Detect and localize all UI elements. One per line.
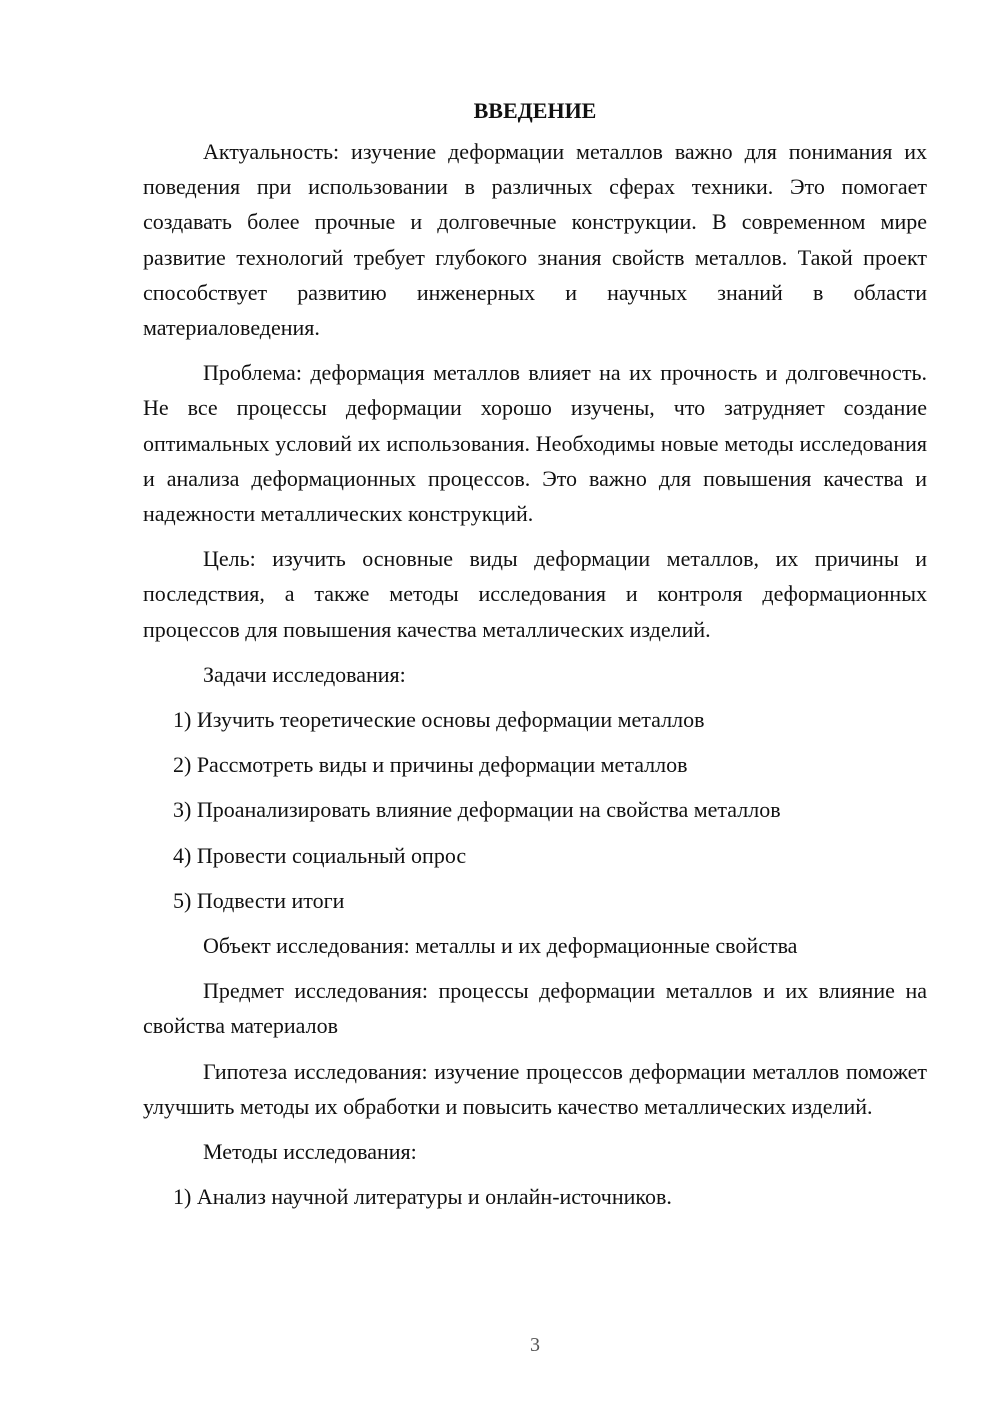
task-item: 4) Провести социальный опрос [173,842,467,868]
problem-paragraph: Проблема: деформация металлов влияет на их прочность и долговечность. Не все процессы деформации хорошо изучены, что затрудняет создание оптимальных условий их использования. Необходимы новые методы исследования и анализа деформационных процессов. Это важно для повышения качества и надежности металлических конструкций. [143,360,927,527]
document-page [143,96,927,1224]
task-item: 5) Подвести итоги [173,887,345,913]
task-item: 1) Изучить теоретические основы деформации металлов [173,707,705,733]
task-item: 2) Рассмотреть виды и причины деформации металлов [173,752,688,778]
methods-list [143,1179,927,1214]
subject-paragraph: Предмет исследования: процессы деформации металлов и их влияние на свойства материалов [143,978,927,1039]
relevance-paragraph: Актуальность: изучение деформации металлов важно для понимания их поведения при использовании в различных сферах техники. Это помогает создавать более прочные и долговечные конструкции. В современном мире развитие технологий требует глубокого знания свойств металлов. Такой проект способствует развитию инженерных и научных знаний в области материаловедения. [143,139,927,341]
methods-heading: Методы исследования: [203,1139,417,1165]
tasks-list [143,702,927,918]
method-item: 1) Анализ научной литературы и онлайн-источников. [173,1184,672,1210]
page-number: 3 [530,1334,540,1356]
section-title: ВВЕДЕНИЕ [473,98,597,123]
task-item: 3) Проанализировать влияние деформации на свойства металлов [173,797,781,823]
goal-paragraph: Цель: изучить основные виды деформации металлов, их причины и последствия, а также методы исследования и контроля деформационных процессов для повышения качества металлических изделий. [143,546,927,642]
object-paragraph: Объект исследования: металлы и их деформационные свойства [203,933,798,959]
tasks-heading: Задачи исследования: [203,661,406,687]
hypothesis-paragraph: Гипотеза исследования: изучение процессов деформации металлов поможет улучшить методы их обработки и повысить качество металлических изделий. [143,1058,927,1119]
